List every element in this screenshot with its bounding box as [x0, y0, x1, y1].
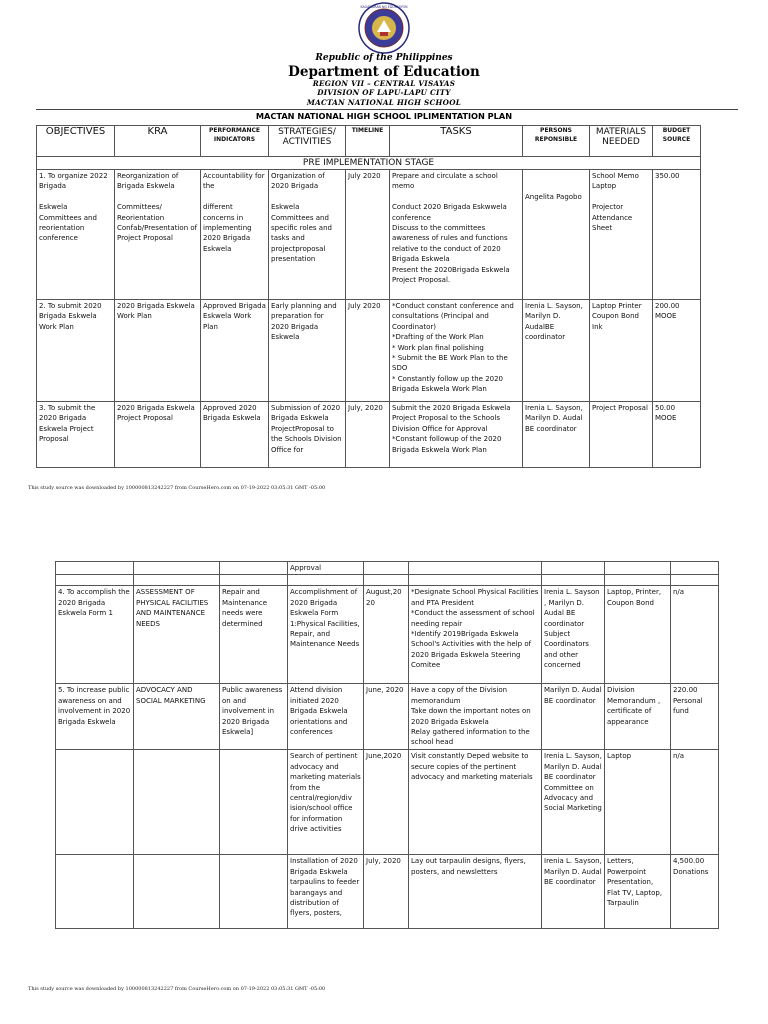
indicator-cell: Approved 2020 Brigada Eskwela	[201, 402, 269, 468]
objective-cell: 5. To increase public awareness on and involvement in 2020 Brigada Eskwela	[56, 684, 134, 750]
col-timeline: TIMELINE	[346, 126, 390, 157]
seal-text: KAGAWARAN NG EDUKASYON	[360, 5, 408, 9]
indicator-cell: Approved Brigada Eskwela Work Plan	[201, 300, 269, 402]
materials-cell: Division Memorandum , certificate of appearance	[605, 684, 671, 750]
materials-cell: Laptop, Printer, Coupon Bond	[605, 586, 671, 684]
table-row	[37, 300, 701, 402]
tasks-cell: *Designate School Physical Facilities and PTA President *Conduct the assessment of school needing repair *Identify 2019Brigada Eskwela School's Activities with the help of 2020 Brigada Eskwela Steering Comitee	[409, 586, 542, 684]
indicator-cell: Public awareness on and involvement in 2020 Brigada Eskwela]	[220, 684, 288, 750]
col-indicators: PERFORMANCE INDICATORS	[201, 126, 269, 157]
download-footer: This study source was downloaded by 100000813242227 from CourseHero.com on 07-19-2022 03:05:31 GMT -05:00	[28, 485, 326, 491]
materials-cell: Laptop Printer Coupon Bond Ink	[590, 300, 653, 402]
persons-cell: Irenia L. Sayson , Marilyn D. Audal BE coordinator Subject Coordinators and other concerned	[542, 586, 605, 684]
tasks-cell: Submit the 2020 Brigada Eskwela Project Proposal to the Schools Division Office for Approval *Constant followup of the 2020 Brigada Eskwela Work Plan	[390, 402, 523, 468]
budget-cell: 220.00 Personal fund	[671, 684, 719, 750]
kra-cell	[134, 750, 220, 855]
budget-cell: 4,500.00 Donations	[671, 855, 719, 929]
kra-cell: 2020 Brigada Eskwela Work Plan	[115, 300, 201, 402]
table-row	[56, 586, 719, 684]
objective-cell: 1. To organize 2022 Brigada Eskwela Committees and reorientation conference	[37, 170, 115, 300]
kra-cell: ADVOCACY AND SOCIAL MARKETING	[134, 684, 220, 750]
implementation-plan-table-page1	[36, 125, 701, 468]
header-divider	[36, 109, 738, 110]
tasks-cell: Have a copy of the Division memorandum Take down the important notes on 2020 Brigada Eskwela Relay gathered information to the school head	[409, 684, 542, 750]
indicator-cell: Repair and Maintenance needs were determined	[220, 586, 288, 684]
kra-cell: 2020 Brigada Eskwela Project Proposal	[115, 402, 201, 468]
col-objectives: OBJECTIVES	[37, 126, 115, 157]
objective-cell	[56, 750, 134, 855]
department-title: Department of Education	[288, 64, 480, 80]
persons-cell: Irenia L. Sayson, Marilyn D. Audal BE coordinator	[542, 855, 605, 929]
timeline-cell: August,20 20	[364, 586, 409, 684]
col-tasks: TASKS	[390, 126, 523, 157]
timeline-cell: July 2020	[346, 300, 390, 402]
strategy-cell: Attend division initiated 2020 Brigada Eskwela orientations and conferences	[288, 684, 364, 750]
implementation-plan-table-page2	[55, 561, 719, 929]
materials-cell: Laptop	[605, 750, 671, 855]
kra-cell: Reorganization of Brigada Eskwela Committees/ Reorientation Confab/Presentation of Project Proposal	[115, 170, 201, 300]
timeline-cell: July, 2020	[364, 855, 409, 929]
table-row	[56, 855, 719, 929]
materials-cell: Project Proposal	[590, 402, 653, 468]
col-persons: PERSONS REPONSIBLE	[523, 126, 590, 157]
table-row	[37, 402, 701, 468]
strategy-cell: Installation of 2020 Brigada Eskwela tarpaulins to feeder barangays and distribution of flyers, posters,	[288, 855, 364, 929]
materials-cell: Letters, Powerpoint Presentation, Flat TV, Laptop, Tarpaulin	[605, 855, 671, 929]
timeline-cell: July 2020	[346, 170, 390, 300]
stage-row	[37, 157, 701, 170]
stage-label: PRE IMPLEMENTATION STAGE	[37, 157, 701, 170]
materials-cell: School Memo Laptop Projector Attendance Sheet	[590, 170, 653, 300]
download-footer: This study source was downloaded by 100000813242227 from CourseHero.com on 07-19-2022 03:05:31 GMT -05:00	[28, 986, 326, 992]
region-line: REGION VII – CENTRAL VISAYAS	[312, 79, 456, 88]
blank-row	[56, 575, 719, 586]
col-budget: BUDGET SOURCE	[653, 126, 701, 157]
indicator-cell: Accountability for the different concerns in implementing 2020 Brigada Eskwela	[201, 170, 269, 300]
division-line: DIVISION OF LAPU-LAPU CITY	[317, 88, 451, 97]
budget-cell: 50.00 MOOE	[653, 402, 701, 468]
continued-cell: Approval	[288, 562, 364, 575]
table-row	[37, 170, 701, 300]
col-strategies: STRATEGIES/ ACTIVITIES	[269, 126, 346, 157]
strategy-cell: Submission of 2020 Brigada Eskwela ProjectProposal to the Schools Division Office for	[269, 402, 346, 468]
col-materials: MATERIALS NEEDED	[590, 126, 653, 157]
persons-cell: Angelita Pagobo	[523, 170, 590, 300]
budget-cell: 200.00 MOOE	[653, 300, 701, 402]
indicator-cell	[220, 750, 288, 855]
timeline-cell: June, 2020	[364, 684, 409, 750]
header-row	[37, 126, 701, 157]
objective-cell	[56, 855, 134, 929]
tasks-cell: *Conduct constant conference and consultations (Principal and Coordinator) *Drafting of the Work Plan * Work plan final polishing * Submit the BE Work Plan to the SDO * Constantly follow up the 2020 Brigada Eskwela Work Plan	[390, 300, 523, 402]
budget-cell: 350.00	[653, 170, 701, 300]
kra-cell: ASSESSMENT OF PHYSICAL FACILITIES AND MAINTENANCE NEEDS	[134, 586, 220, 684]
persons-cell: Irenia L. Sayson, Marilyn D. AudalBE coordinator	[523, 300, 590, 402]
timeline-cell: July, 2020	[346, 402, 390, 468]
persons-cell: Irenia L. Sayson, Marilyn D. Audal BE coordinator	[523, 402, 590, 468]
persons-cell: Irenia L. Sayson, Marilyn D. Audal BE coordinator Committee on Advocacy and Social Marketing	[542, 750, 605, 855]
republic-line: Republic of the Philippines	[315, 53, 453, 63]
budget-cell: n/a	[671, 750, 719, 855]
persons-cell: Marilyn D. Audal BE coordinator	[542, 684, 605, 750]
budget-cell: n/a	[671, 586, 719, 684]
plan-title: MACTAN NATIONAL HIGH SCHOOL IPLIMENTATION PLAN	[255, 111, 513, 121]
tasks-cell: Lay out tarpaulin designs, flyers, posters, and newsletters	[409, 855, 542, 929]
timeline-cell: June,2020	[364, 750, 409, 855]
school-line: MACTAN NATIONAL HIGH SCHOOL	[306, 98, 462, 107]
strategy-cell: Search of pertinent advocacy and marketing materials from the central/region/div ision/school office for information drive activities	[288, 750, 364, 855]
objective-cell: 4. To accomplish the 2020 Brigada Eskwela Form 1	[56, 586, 134, 684]
col-kra: KRA	[115, 126, 201, 157]
tasks-cell: Visit constantly Deped website to secure copies of the pertinent advocacy and marketing materials	[409, 750, 542, 855]
strategy-cell: Early planning and preparation for 2020 Brigada Eskwela	[269, 300, 346, 402]
continuation-row	[56, 562, 719, 575]
kra-cell	[134, 855, 220, 929]
table-row	[56, 684, 719, 750]
tasks-cell: Prepare and circulate a school memo Conduct 2020 Brigada Eskwwela conference Discuss to the committees awareness of rules and functions relative to the conduct of 2020 Brigada Eskwela Present the 2020Brigada Eskwela Project Proposal.	[390, 170, 523, 300]
strategy-cell: Organization of 2020 Brigada Eskwela Committees and specific roles and tasks and projectproposal presentation	[269, 170, 346, 300]
deped-seal	[354, 2, 414, 54]
objective-cell: 3. To submit the 2020 Brigada Eskwela Project Proposal	[37, 402, 115, 468]
strategy-cell: Accomplishment of 2020 Brigada Eskwela Form 1:Physical Facilities, Repair, and Maintenance Needs	[288, 586, 364, 684]
table-row	[56, 750, 719, 855]
objective-cell: 2. To submit 2020 Brigada Eskwela Work Plan	[37, 300, 115, 402]
indicator-cell	[220, 855, 288, 929]
